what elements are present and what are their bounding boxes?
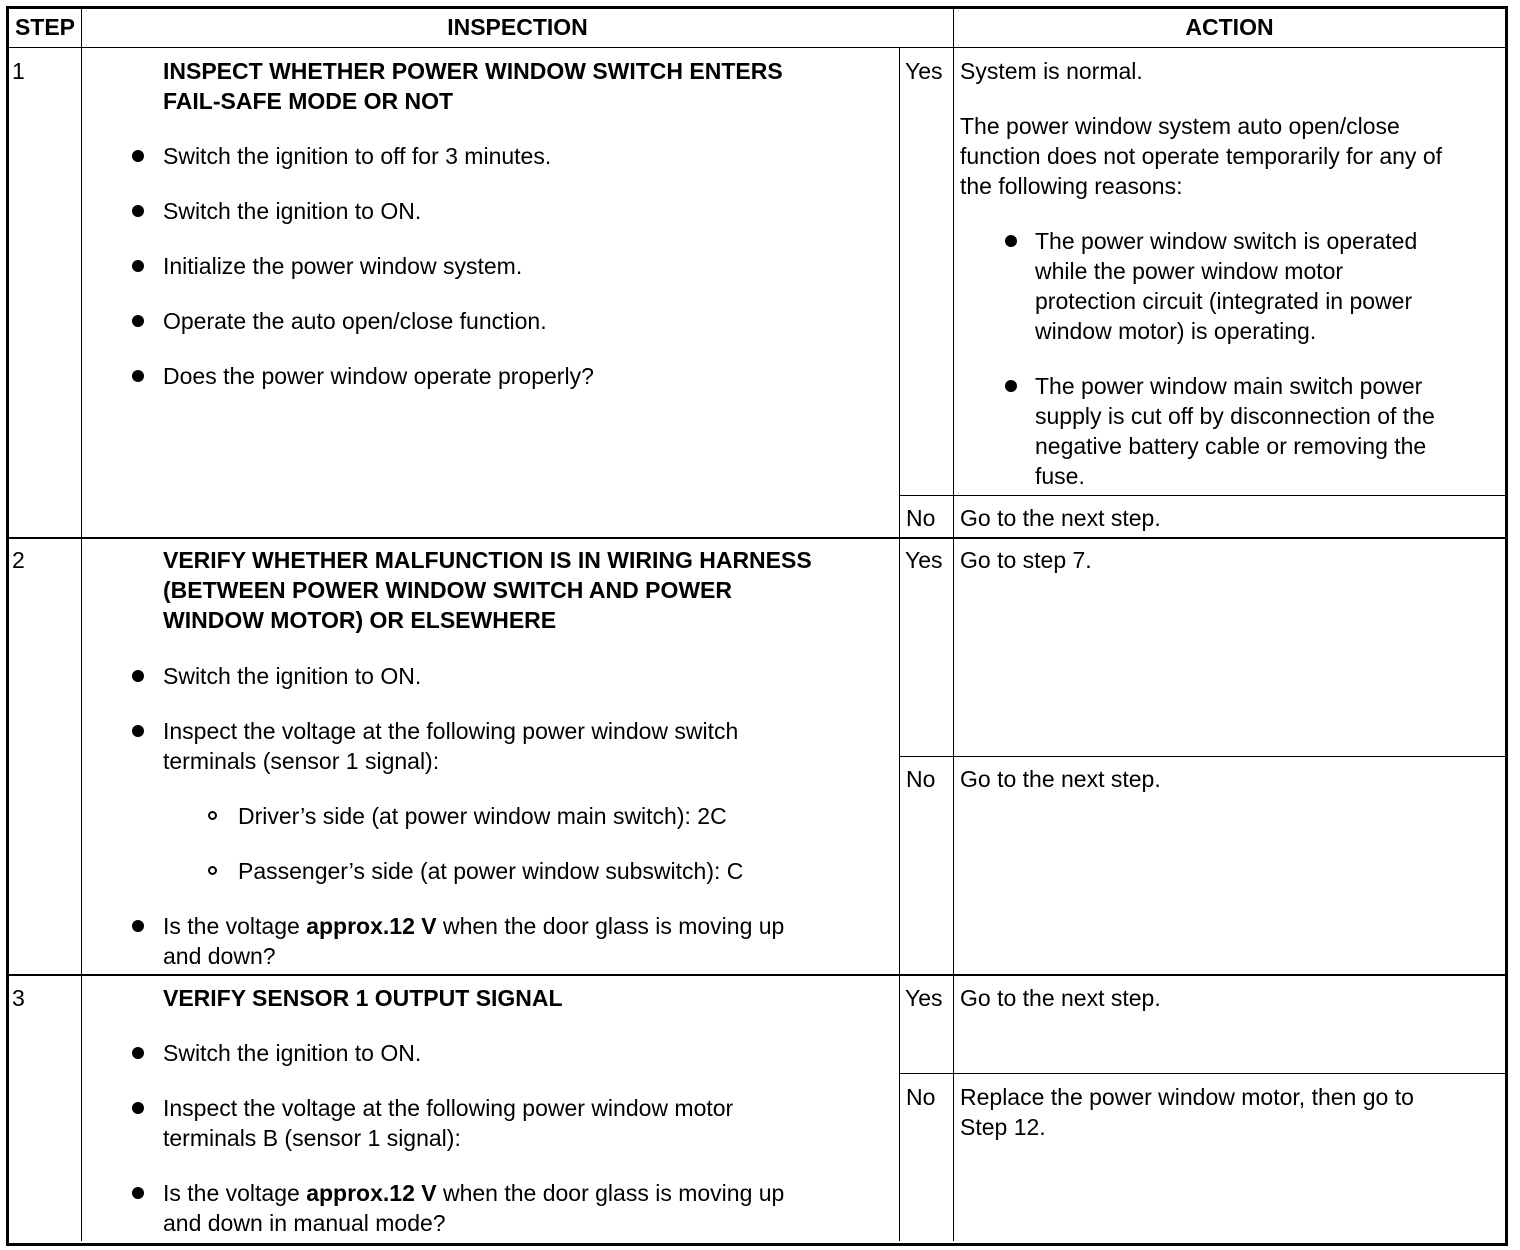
action-text: Step 12. — [960, 1114, 1046, 1140]
row2-yesno-divider — [899, 756, 1505, 757]
header-action: ACTION — [1185, 14, 1274, 40]
inspection-title: (BETWEEN POWER WINDOW SWITCH AND POWER — [163, 577, 732, 603]
inspection-bullet: Inspect the voltage at the following power window switch — [163, 718, 739, 744]
no-label: No — [906, 766, 936, 792]
action-bullet: negative battery cable or removing the — [1035, 433, 1427, 459]
action-bullet: The power window switch is operated — [1035, 228, 1418, 254]
inspection-title: VERIFY WHETHER MALFUNCTION IS IN WIRING HARNESS — [163, 547, 812, 573]
bullet-icon — [132, 205, 144, 217]
bullet-icon — [132, 315, 144, 327]
bullet-icon — [132, 370, 144, 382]
inspection-bullet: terminals (sensor 1 signal): — [163, 748, 440, 774]
inspection-bullet — [163, 911, 784, 941]
voltage-value: approx.12 V — [306, 913, 437, 939]
col-divider-yesno — [899, 48, 900, 1241]
action-bullet: protection circuit (integrated in power — [1035, 288, 1413, 314]
inspection-title: VERIFY SENSOR 1 OUTPUT SIGNAL — [163, 985, 563, 1011]
yes-label: Yes — [905, 547, 943, 573]
row3-yesno-divider — [899, 1073, 1505, 1074]
bullet-icon — [132, 670, 144, 682]
step-number: 1 — [12, 58, 25, 84]
action-text: the following reasons: — [960, 173, 1183, 199]
inspection-bullet: Switch the ignition to off for 3 minutes. — [163, 143, 552, 169]
voltage-value: approx.12 V — [306, 1180, 437, 1206]
action-bullet: fuse. — [1035, 463, 1085, 489]
inspection-bullet: Does the power window operate properly? — [163, 363, 594, 389]
bullet-icon — [132, 920, 144, 932]
inspection-title: FAIL-SAFE MODE OR NOT — [163, 88, 454, 114]
inspection-bullet: Operate the auto open/close function. — [163, 308, 547, 334]
header-inspection: INSPECTION — [447, 14, 588, 40]
header-step: STEP — [14, 14, 76, 40]
action-bullet: supply is cut off by disconnection of the — [1035, 403, 1435, 429]
action-text: Replace the power window motor, then go to — [960, 1084, 1414, 1110]
bullet-text: when the door glass is moving up — [436, 913, 785, 939]
action-text: The power window system auto open/close — [960, 113, 1400, 139]
inspection-bullet: and down? — [163, 943, 276, 969]
bullet-icon — [132, 725, 144, 737]
yes-label: Yes — [905, 58, 943, 84]
bullet-icon — [132, 1102, 144, 1114]
row1-bottom — [8, 537, 1505, 539]
inspection-bullet: and down in manual mode? — [163, 1210, 446, 1236]
action-text: System is normal. — [960, 58, 1143, 84]
bullet-text: Is the voltage — [163, 913, 307, 939]
step-number: 3 — [12, 985, 25, 1011]
bullet-icon — [132, 150, 144, 162]
bullet-icon — [1005, 380, 1017, 392]
action-text: Go to step 7. — [960, 547, 1092, 573]
action-bullet: The power window main switch power — [1035, 373, 1423, 399]
inspection-bullet: Initialize the power window system. — [163, 253, 523, 279]
bullet-icon — [1005, 235, 1017, 247]
inspection-sub-bullet: Driver’s side (at power window main switch): 2C — [238, 803, 727, 829]
no-label: No — [906, 1084, 936, 1110]
inspection-bullet: Switch the ignition to ON. — [163, 663, 422, 689]
inspection-sub-bullet: Passenger’s side (at power window subswitch): C — [238, 858, 744, 884]
no-label: No — [906, 505, 936, 531]
col-divider-action — [953, 8, 954, 1241]
header-divider — [8, 47, 1505, 48]
inspection-title: INSPECT WHETHER POWER WINDOW SWITCH ENTERS — [163, 58, 783, 84]
inspection-title: WINDOW MOTOR) OR ELSEWHERE — [163, 607, 557, 633]
action-text: Go to the next step. — [960, 985, 1161, 1011]
inspection-bullet: Switch the ignition to ON. — [163, 1040, 422, 1066]
inspection-bullet: terminals B (sensor 1 signal): — [163, 1125, 461, 1151]
inspection-bullet: Switch the ignition to ON. — [163, 198, 422, 224]
action-text: Go to the next step. — [960, 505, 1161, 531]
sub-bullet-icon — [208, 866, 217, 875]
row1-yesno-divider — [899, 495, 1505, 496]
action-text: Go to the next step. — [960, 766, 1161, 792]
bullet-text: Is the voltage — [163, 1180, 307, 1206]
step-number: 2 — [12, 547, 25, 573]
col-divider-step — [81, 8, 82, 1241]
bullet-text: when the door glass is moving up — [436, 1180, 785, 1206]
row2-bottom — [8, 974, 1505, 976]
inspection-bullet — [163, 1178, 784, 1208]
bullet-icon — [132, 260, 144, 272]
action-bullet: window motor) is operating. — [1035, 318, 1317, 344]
sub-bullet-icon — [208, 811, 217, 820]
bullet-icon — [132, 1047, 144, 1059]
yes-label: Yes — [905, 985, 943, 1011]
inspection-bullet: Inspect the voltage at the following power window motor — [163, 1095, 734, 1121]
action-text: function does not operate temporarily for any of — [960, 143, 1443, 169]
bullet-icon — [132, 1187, 144, 1199]
action-bullet: while the power window motor — [1035, 258, 1344, 284]
